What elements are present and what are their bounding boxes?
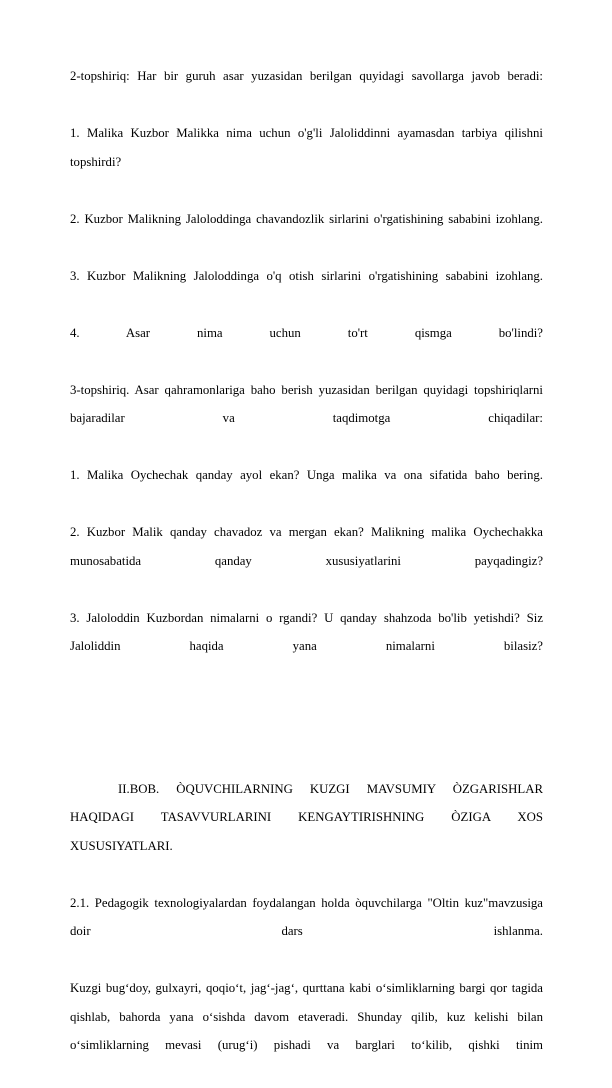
paragraph-task-3-question-1: 1. Malika Oychechak qanday ayol ekan? Unga malika va ona sifatida baho bering. [70,468,543,482]
paragraph-task-2-question-2: 2. Kuzbor Malikning Jaloloddinga chavandozlik sirlarini o'rgatishining sababini izohlang. [70,211,543,226]
document-body [70,62,543,1088]
paragraph-task-3-question-2: 2. Kuzbor Malik qanday chavadoz va mergan ekan? Malikning malika Oychechakka munosabatida qanday xususiyatlarini payqadingiz? [70,525,543,568]
paragraph-task-2-question-3: 3. Kuzbor Malikning Jaloloddinga o'q otish sirlarini o'rgatishining sababini izohlang. [70,268,543,283]
blank-line-spacer [70,689,543,775]
paragraph-task-2-question-1: 1. Malika Kuzbor Malikka nima uchun o'g'li Jaloliddinni ayamasdan tarbiya qilishni topshirdi? [70,126,543,169]
paragraph-section-2-1: 2.1. Pedagogik texnologiyalardan foydalangan holda òquvchilarga "Oltin kuz"mavzusiga doir dars ishlanma. [70,895,543,938]
paragraph-task-2-intro: 2-topshiriq: Har bir guruh asar yuzasidan berilgan quyidagi savollarga javob beradi: [70,69,543,83]
paragraph-task-2-question-4: 4. Asar nima uchun to'rt qismga bo'lindi? [70,325,543,340]
paragraph-autumn-plants: Kuzgi bugʻdoy, gulxayri, qoqioʻt, jagʻ-jagʻ, qurttana kabi oʻsimliklarning bargi qor tagida qishlab, bahorda yana oʻsishda davom etaveradi. Shunday qilib, kuz kelishi bilan oʻsimliklarning mevasi (urugʻi) pishadi va barglari toʻkilib, qishki tinim [70,981,543,1052]
paragraph-task-3-intro: 3-topshiriq. Asar qahramonlariga baho berish yuzasidan berilgan quyidagi topshiriqlarni bajaradilar va taqdimotga chiqadilar: [70,382,543,425]
chapter-heading: II.BOB. ÒQUVCHILARNING KUZGI MAVSUMIY ÒZGARISHLAR HAQIDAGI TASAVVURLARINI KENGAYTIRISHNING ÒZIGA XOS XUSUSIYATLARI. [70,781,543,853]
paragraph-task-3-question-3: 3. Jaloloddin Kuzbordan nimalarni o rgandi? U qanday shahzoda bo'lib yetishdi? Siz Jaloliddin haqida yana nimalarni bilasiz? [70,610,543,653]
